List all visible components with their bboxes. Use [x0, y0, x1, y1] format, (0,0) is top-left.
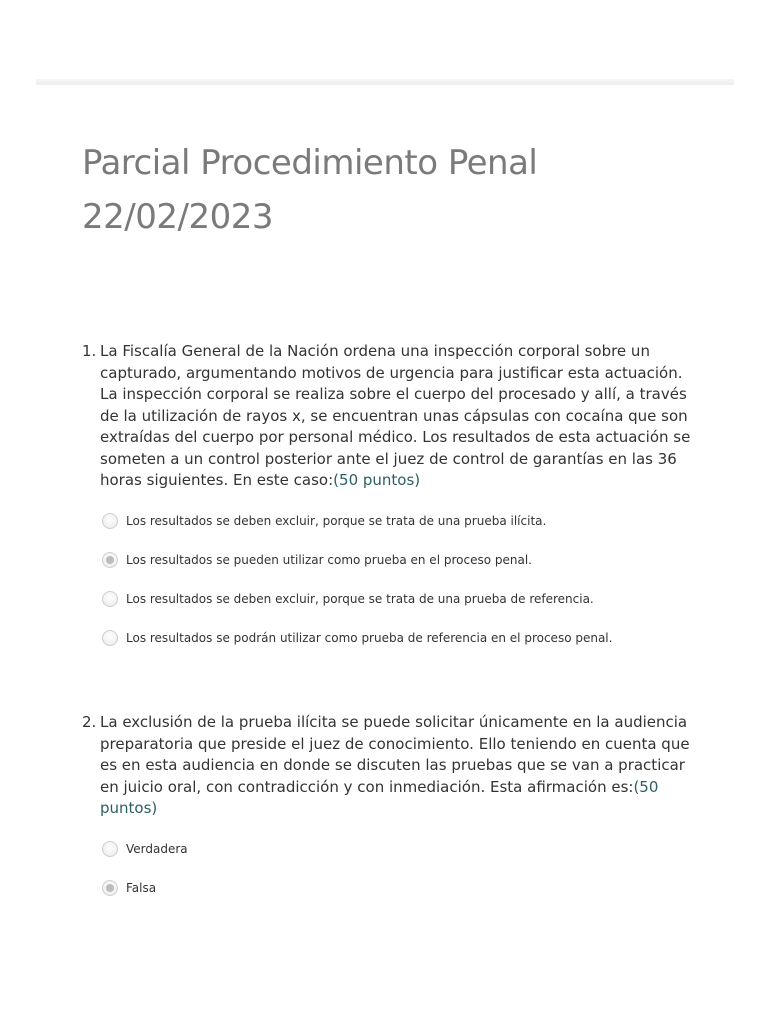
question-1-prompt: La Fiscalía General de la Nación ordena una inspección corporal sobre un capturado, argumentando motivos de urgencia para justificar esta actuación. La inspección corporal se realiza sobre el cuerpo del procesado y allí, a través de la utilización de rayos x, se encuentran unas cápsulas con cocaína que son extraídas del cuerpo por personal médico. Los resultados de esta actuación se someten a un control posterior ante el juez de control de garantías en las 36 horas siguientes. En este caso: — [100, 342, 691, 489]
question-1-number: 1. — [82, 342, 97, 360]
question-2-options — [102, 830, 692, 908]
question-1-option-2[interactable] — [102, 541, 692, 580]
question-1-text-block — [82, 341, 692, 492]
radio-button[interactable] — [102, 591, 118, 607]
radio-button-selected[interactable] — [102, 880, 118, 896]
option-label: Los resultados se podrán utilizar como prueba de referencia en el proceso penal. — [126, 631, 613, 645]
question-1-option-1[interactable] — [102, 502, 692, 541]
question-2 — [82, 712, 692, 908]
radio-button-selected[interactable] — [102, 552, 118, 568]
top-divider-bar — [36, 79, 734, 85]
radio-button[interactable] — [102, 630, 118, 646]
radio-button[interactable] — [102, 513, 118, 529]
option-label: Los resultados se pueden utilizar como prueba en el proceso penal. — [126, 553, 532, 567]
page-title-date: 22/02/2023 — [82, 197, 273, 237]
question-2-option-2[interactable] — [102, 869, 692, 908]
radio-button[interactable] — [102, 841, 118, 857]
option-label: Los resultados se deben excluir, porque se trata de una prueba de referencia. — [126, 592, 594, 606]
question-1-options — [102, 502, 692, 658]
question-1-option-4[interactable] — [102, 619, 692, 658]
option-label: Los resultados se deben excluir, porque se trata de una prueba ilícita. — [126, 514, 547, 528]
question-1-points: (50 puntos) — [333, 471, 421, 489]
question-2-option-1[interactable] — [102, 830, 692, 869]
question-2-points: (50 puntos) — [100, 777, 659, 817]
question-1-option-3[interactable] — [102, 580, 692, 619]
question-2-number: 2. — [82, 713, 97, 731]
question-2-body — [100, 712, 692, 820]
question-2-text-block — [82, 712, 692, 820]
page-title-line1: Parcial Procedimiento Penal — [82, 143, 538, 183]
question-2-prompt: La exclusión de la prueba ilícita se puede solicitar únicamente en la audiencia preparatoria que preside el juez de conocimiento. Ello teniendo en cuenta que es en esta audiencia en donde se discuten las pruebas que se van a practicar en juicio oral, con contradicción y con inmediación. Esta afirmación es: — [100, 713, 690, 796]
page-title — [82, 136, 702, 244]
question-1-body — [100, 341, 692, 492]
option-label: Verdadera — [126, 842, 188, 856]
question-1 — [82, 341, 692, 658]
option-label: Falsa — [126, 881, 157, 895]
